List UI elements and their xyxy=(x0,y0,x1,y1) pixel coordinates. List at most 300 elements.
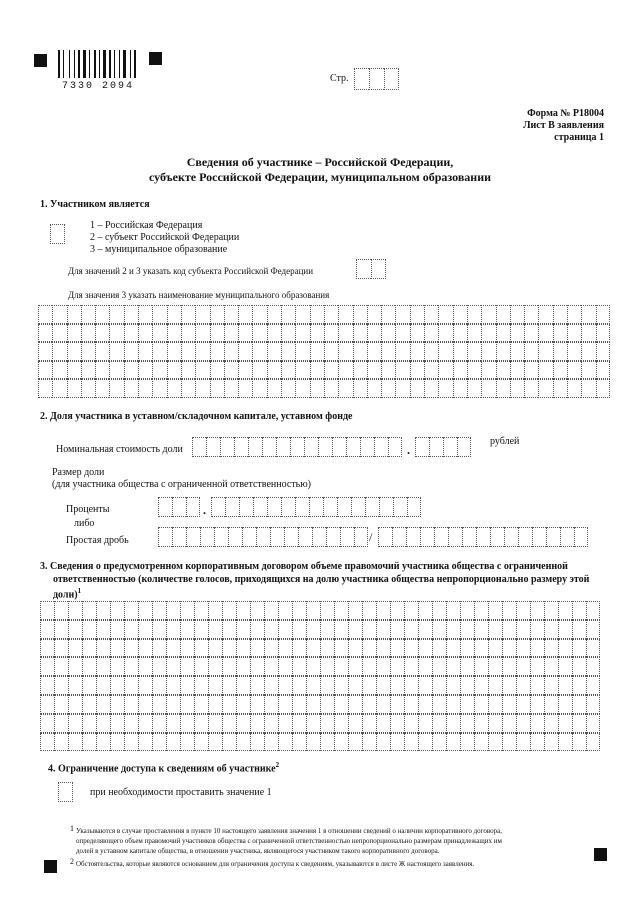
input-cell[interactable] xyxy=(581,379,595,398)
input-cell[interactable] xyxy=(195,342,209,361)
input-cell[interactable] xyxy=(124,324,138,343)
input-cell[interactable] xyxy=(488,639,502,658)
input-cell[interactable] xyxy=(124,601,138,620)
input-cell[interactable] xyxy=(110,601,124,620)
grid-row[interactable] xyxy=(38,324,610,343)
input-cell[interactable] xyxy=(40,714,54,733)
input-cell[interactable] xyxy=(438,324,452,343)
input-cell[interactable] xyxy=(158,497,172,517)
input-cell[interactable] xyxy=(334,733,348,752)
grid-row[interactable] xyxy=(40,639,600,658)
input-cell[interactable] xyxy=(502,695,516,714)
input-cell[interactable] xyxy=(530,639,544,658)
input-cell[interactable] xyxy=(138,639,152,658)
input-cell[interactable] xyxy=(530,714,544,733)
input-cell[interactable] xyxy=(195,379,209,398)
input-cell[interactable] xyxy=(572,714,586,733)
input-cell[interactable] xyxy=(228,527,242,547)
input-cell[interactable] xyxy=(462,527,476,547)
input-cell[interactable] xyxy=(167,361,181,380)
input-cell[interactable] xyxy=(496,305,510,324)
input-cell[interactable] xyxy=(546,527,560,547)
input-cell[interactable] xyxy=(281,497,295,517)
input-cell[interactable] xyxy=(309,497,323,517)
input-cell[interactable] xyxy=(586,676,600,695)
input-cell[interactable] xyxy=(312,527,326,547)
input-cell[interactable] xyxy=(381,342,395,361)
input-cell[interactable] xyxy=(586,695,600,714)
input-cell[interactable] xyxy=(338,342,352,361)
input-cell[interactable] xyxy=(224,305,238,324)
input-cell[interactable] xyxy=(194,639,208,658)
input-cell[interactable] xyxy=(510,305,524,324)
input-cell[interactable] xyxy=(276,437,290,457)
input-cell[interactable] xyxy=(250,601,264,620)
input-cell[interactable] xyxy=(337,497,351,517)
input-cell[interactable] xyxy=(530,620,544,639)
input-cell[interactable] xyxy=(96,733,110,752)
input-cell[interactable] xyxy=(208,676,222,695)
input-cell[interactable] xyxy=(467,324,481,343)
input-cell[interactable] xyxy=(362,695,376,714)
input-cell[interactable] xyxy=(334,714,348,733)
input-cell[interactable] xyxy=(295,324,309,343)
input-cell[interactable] xyxy=(338,361,352,380)
input-cell[interactable] xyxy=(252,324,266,343)
input-cell[interactable] xyxy=(453,324,467,343)
input-cell[interactable] xyxy=(222,639,236,658)
input-cell[interactable] xyxy=(68,657,82,676)
input-cell[interactable] xyxy=(166,601,180,620)
input-cell[interactable] xyxy=(206,437,220,457)
input-cell[interactable] xyxy=(390,620,404,639)
input-cell[interactable] xyxy=(581,305,595,324)
input-cell[interactable] xyxy=(242,527,256,547)
input-cell[interactable] xyxy=(306,676,320,695)
input-cell[interactable] xyxy=(267,324,281,343)
input-cell[interactable] xyxy=(338,379,352,398)
input-cell[interactable] xyxy=(596,379,610,398)
input-cell[interactable] xyxy=(510,361,524,380)
input-cell[interactable] xyxy=(481,361,495,380)
input-cell[interactable] xyxy=(318,437,332,457)
input-cell[interactable] xyxy=(295,361,309,380)
input-cell[interactable] xyxy=(362,676,376,695)
input-cell[interactable] xyxy=(324,342,338,361)
input-cell[interactable] xyxy=(234,437,248,457)
input-cell[interactable] xyxy=(158,527,172,547)
input-cell[interactable] xyxy=(572,733,586,752)
input-cell[interactable] xyxy=(95,305,109,324)
input-cell[interactable] xyxy=(310,324,324,343)
input-cell[interactable] xyxy=(418,714,432,733)
input-cell[interactable] xyxy=(496,342,510,361)
input-cell[interactable] xyxy=(560,527,574,547)
input-cell[interactable] xyxy=(166,733,180,752)
input-cell[interactable] xyxy=(295,379,309,398)
input-cell[interactable] xyxy=(304,437,318,457)
input-cell[interactable] xyxy=(281,305,295,324)
input-cell[interactable] xyxy=(362,733,376,752)
grid-row[interactable] xyxy=(38,305,610,324)
input-cell[interactable] xyxy=(278,676,292,695)
input-cell[interactable] xyxy=(222,695,236,714)
input-cell[interactable] xyxy=(410,361,424,380)
input-cell[interactable] xyxy=(567,305,581,324)
input-cell[interactable] xyxy=(453,305,467,324)
input-cell[interactable] xyxy=(453,361,467,380)
input-cell[interactable] xyxy=(338,305,352,324)
fraction-numerator-field[interactable] xyxy=(158,527,368,547)
input-cell[interactable] xyxy=(348,733,362,752)
input-cell[interactable] xyxy=(418,620,432,639)
input-cell[interactable] xyxy=(429,437,443,457)
input-cell[interactable] xyxy=(362,657,376,676)
input-cell[interactable] xyxy=(68,714,82,733)
input-cell[interactable] xyxy=(538,361,552,380)
input-cell[interactable] xyxy=(180,676,194,695)
input-cell[interactable] xyxy=(40,695,54,714)
input-cell[interactable] xyxy=(267,497,281,517)
input-cell[interactable] xyxy=(166,620,180,639)
input-cell[interactable] xyxy=(138,676,152,695)
input-cell[interactable] xyxy=(510,342,524,361)
input-cell[interactable] xyxy=(152,676,166,695)
input-cell[interactable] xyxy=(376,639,390,658)
input-cell[interactable] xyxy=(388,437,402,457)
input-cell[interactable] xyxy=(530,601,544,620)
input-cell[interactable] xyxy=(210,305,224,324)
input-cell[interactable] xyxy=(38,379,52,398)
input-cell[interactable] xyxy=(362,601,376,620)
input-cell[interactable] xyxy=(81,324,95,343)
input-cell[interactable] xyxy=(180,601,194,620)
input-cell[interactable] xyxy=(410,324,424,343)
input-cell[interactable] xyxy=(267,379,281,398)
input-cell[interactable] xyxy=(152,714,166,733)
input-cell[interactable] xyxy=(52,342,66,361)
input-cell[interactable] xyxy=(224,324,238,343)
input-cell[interactable] xyxy=(306,733,320,752)
input-cell[interactable] xyxy=(404,639,418,658)
input-cell[interactable] xyxy=(410,379,424,398)
grid-row[interactable] xyxy=(158,497,200,517)
input-cell[interactable] xyxy=(110,620,124,639)
input-cell[interactable] xyxy=(324,305,338,324)
input-cell[interactable] xyxy=(404,676,418,695)
input-cell[interactable] xyxy=(82,601,96,620)
input-cell[interactable] xyxy=(290,437,304,457)
input-cell[interactable] xyxy=(460,714,474,733)
input-cell[interactable] xyxy=(52,379,66,398)
input-cell[interactable] xyxy=(252,305,266,324)
grid-row[interactable] xyxy=(378,527,588,547)
grid-row[interactable] xyxy=(192,437,402,457)
input-cell[interactable] xyxy=(572,676,586,695)
input-cell[interactable] xyxy=(152,733,166,752)
input-cell[interactable] xyxy=(572,657,586,676)
input-cell[interactable] xyxy=(367,342,381,361)
input-cell[interactable] xyxy=(194,601,208,620)
input-cell[interactable] xyxy=(348,639,362,658)
input-cell[interactable] xyxy=(474,620,488,639)
input-cell[interactable] xyxy=(252,361,266,380)
input-cell[interactable] xyxy=(270,527,284,547)
input-cell[interactable] xyxy=(474,601,488,620)
input-cell[interactable] xyxy=(558,639,572,658)
input-cell[interactable] xyxy=(530,676,544,695)
input-cell[interactable] xyxy=(348,676,362,695)
input-cell[interactable] xyxy=(181,361,195,380)
input-cell[interactable] xyxy=(186,527,200,547)
input-cell[interactable] xyxy=(194,733,208,752)
input-cell[interactable] xyxy=(367,379,381,398)
input-cell[interactable] xyxy=(586,639,600,658)
input-cell[interactable] xyxy=(292,676,306,695)
input-cell[interactable] xyxy=(210,342,224,361)
input-cell[interactable] xyxy=(110,676,124,695)
input-cell[interactable] xyxy=(404,657,418,676)
input-cell[interactable] xyxy=(544,695,558,714)
input-cell[interactable] xyxy=(310,305,324,324)
input-cell[interactable] xyxy=(194,714,208,733)
input-cell[interactable] xyxy=(95,342,109,361)
grid-row[interactable] xyxy=(38,379,610,398)
input-cell[interactable] xyxy=(81,361,95,380)
input-cell[interactable] xyxy=(488,733,502,752)
input-cell[interactable] xyxy=(236,620,250,639)
input-cell[interactable] xyxy=(572,620,586,639)
input-cell[interactable] xyxy=(124,620,138,639)
input-cell[interactable] xyxy=(538,305,552,324)
input-cell[interactable] xyxy=(310,361,324,380)
input-cell[interactable] xyxy=(324,379,338,398)
input-cell[interactable] xyxy=(530,733,544,752)
input-cell[interactable] xyxy=(220,437,234,457)
fraction-denominator-field[interactable] xyxy=(378,527,588,547)
input-cell[interactable] xyxy=(516,714,530,733)
input-cell[interactable] xyxy=(278,620,292,639)
input-cell[interactable] xyxy=(376,601,390,620)
input-cell[interactable] xyxy=(253,497,267,517)
input-cell[interactable] xyxy=(460,657,474,676)
input-cell[interactable] xyxy=(166,714,180,733)
input-cell[interactable] xyxy=(460,676,474,695)
input-cell[interactable] xyxy=(481,379,495,398)
input-cell[interactable] xyxy=(152,324,166,343)
grid-row[interactable] xyxy=(40,695,600,714)
input-cell[interactable] xyxy=(532,527,546,547)
input-cell[interactable] xyxy=(194,657,208,676)
input-cell[interactable] xyxy=(208,620,222,639)
input-cell[interactable] xyxy=(353,342,367,361)
input-cell[interactable] xyxy=(96,601,110,620)
input-cell[interactable] xyxy=(38,361,52,380)
input-cell[interactable] xyxy=(524,305,538,324)
input-cell[interactable] xyxy=(54,676,68,695)
input-cell[interactable] xyxy=(334,620,348,639)
input-cell[interactable] xyxy=(236,733,250,752)
input-cell[interactable] xyxy=(82,695,96,714)
percent-fraction-field[interactable] xyxy=(211,497,421,517)
input-cell[interactable] xyxy=(110,714,124,733)
input-cell[interactable] xyxy=(239,497,253,517)
input-cell[interactable] xyxy=(96,676,110,695)
input-cell[interactable] xyxy=(222,676,236,695)
input-cell[interactable] xyxy=(567,342,581,361)
input-cell[interactable] xyxy=(362,639,376,658)
input-cell[interactable] xyxy=(109,324,123,343)
input-cell[interactable] xyxy=(516,733,530,752)
input-cell[interactable] xyxy=(460,601,474,620)
input-cell[interactable] xyxy=(496,361,510,380)
input-cell[interactable] xyxy=(211,497,225,517)
input-cell[interactable] xyxy=(54,733,68,752)
grid-row[interactable] xyxy=(40,714,600,733)
input-cell[interactable] xyxy=(238,342,252,361)
input-cell[interactable] xyxy=(278,733,292,752)
input-cell[interactable] xyxy=(367,361,381,380)
input-cell[interactable] xyxy=(124,342,138,361)
grid-row[interactable] xyxy=(40,657,600,676)
input-cell[interactable] xyxy=(367,305,381,324)
input-cell[interactable] xyxy=(334,676,348,695)
input-cell[interactable] xyxy=(40,676,54,695)
input-cell[interactable] xyxy=(467,379,481,398)
input-cell[interactable] xyxy=(516,676,530,695)
input-cell[interactable] xyxy=(67,324,81,343)
input-cell[interactable] xyxy=(152,639,166,658)
input-cell[interactable] xyxy=(418,601,432,620)
input-cell[interactable] xyxy=(110,695,124,714)
input-cell[interactable] xyxy=(538,379,552,398)
input-cell[interactable] xyxy=(432,620,446,639)
input-cell[interactable] xyxy=(395,379,409,398)
input-cell[interactable] xyxy=(596,305,610,324)
input-cell[interactable] xyxy=(446,657,460,676)
input-cell[interactable] xyxy=(138,733,152,752)
input-cell[interactable] xyxy=(124,639,138,658)
input-cell[interactable] xyxy=(390,601,404,620)
input-cell[interactable] xyxy=(138,657,152,676)
input-cell[interactable] xyxy=(553,361,567,380)
input-cell[interactable] xyxy=(323,497,337,517)
input-cell[interactable] xyxy=(195,324,209,343)
input-cell[interactable] xyxy=(446,620,460,639)
input-cell[interactable] xyxy=(406,527,420,547)
input-cell[interactable] xyxy=(208,657,222,676)
input-cell[interactable] xyxy=(172,527,186,547)
input-cell[interactable] xyxy=(82,639,96,658)
input-cell[interactable] xyxy=(460,695,474,714)
input-cell[interactable] xyxy=(167,324,181,343)
input-cell[interactable] xyxy=(488,601,502,620)
input-cell[interactable] xyxy=(502,733,516,752)
input-cell[interactable] xyxy=(210,324,224,343)
input-cell[interactable] xyxy=(424,324,438,343)
input-cell[interactable] xyxy=(586,714,600,733)
input-cell[interactable] xyxy=(124,695,138,714)
input-cell[interactable] xyxy=(348,620,362,639)
input-cell[interactable] xyxy=(516,620,530,639)
input-cell[interactable] xyxy=(516,639,530,658)
input-cell[interactable] xyxy=(586,620,600,639)
input-cell[interactable] xyxy=(446,714,460,733)
input-cell[interactable] xyxy=(346,437,360,457)
input-cell[interactable] xyxy=(438,379,452,398)
input-cell[interactable] xyxy=(395,305,409,324)
input-cell[interactable] xyxy=(502,714,516,733)
input-cell[interactable] xyxy=(124,657,138,676)
input-cell[interactable] xyxy=(581,342,595,361)
input-cell[interactable] xyxy=(292,657,306,676)
input-cell[interactable] xyxy=(152,620,166,639)
input-cell[interactable] xyxy=(138,695,152,714)
input-cell[interactable] xyxy=(67,379,81,398)
input-cell[interactable] xyxy=(474,733,488,752)
input-cell[interactable] xyxy=(530,695,544,714)
input-cell[interactable] xyxy=(210,361,224,380)
input-cell[interactable] xyxy=(281,324,295,343)
input-cell[interactable] xyxy=(474,714,488,733)
input-cell[interactable] xyxy=(340,527,354,547)
nominal-value-kopecks-field[interactable] xyxy=(415,437,471,457)
input-cell[interactable] xyxy=(467,305,481,324)
input-cell[interactable] xyxy=(460,620,474,639)
input-cell[interactable] xyxy=(236,657,250,676)
input-cell[interactable] xyxy=(292,733,306,752)
input-cell[interactable] xyxy=(67,305,81,324)
input-cell[interactable] xyxy=(596,361,610,380)
input-cell[interactable] xyxy=(334,657,348,676)
input-cell[interactable] xyxy=(434,527,448,547)
input-cell[interactable] xyxy=(192,437,206,457)
input-cell[interactable] xyxy=(238,324,252,343)
input-cell[interactable] xyxy=(152,601,166,620)
input-cell[interactable] xyxy=(378,527,392,547)
input-cell[interactable] xyxy=(152,695,166,714)
input-cell[interactable] xyxy=(306,601,320,620)
input-cell[interactable] xyxy=(544,733,558,752)
input-cell[interactable] xyxy=(225,497,239,517)
input-cell[interactable] xyxy=(138,714,152,733)
input-cell[interactable] xyxy=(96,714,110,733)
input-cell[interactable] xyxy=(390,733,404,752)
input-cell[interactable] xyxy=(138,601,152,620)
input-cell[interactable] xyxy=(166,695,180,714)
grid-row[interactable] xyxy=(40,601,600,620)
input-cell[interactable] xyxy=(581,324,595,343)
input-cell[interactable] xyxy=(110,639,124,658)
input-cell[interactable] xyxy=(476,527,490,547)
input-cell[interactable] xyxy=(167,342,181,361)
input-cell[interactable] xyxy=(81,305,95,324)
input-cell[interactable] xyxy=(390,676,404,695)
input-cell[interactable] xyxy=(581,361,595,380)
input-cell[interactable] xyxy=(167,305,181,324)
input-cell[interactable] xyxy=(124,361,138,380)
input-cell[interactable] xyxy=(379,497,393,517)
input-cell[interactable] xyxy=(52,361,66,380)
input-cell[interactable] xyxy=(38,324,52,343)
input-cell[interactable] xyxy=(596,324,610,343)
input-cell[interactable] xyxy=(250,733,264,752)
input-cell[interactable] xyxy=(443,437,457,457)
subject-code-field[interactable] xyxy=(356,259,386,279)
input-cell[interactable] xyxy=(334,601,348,620)
input-cell[interactable] xyxy=(572,695,586,714)
input-cell[interactable] xyxy=(138,620,152,639)
